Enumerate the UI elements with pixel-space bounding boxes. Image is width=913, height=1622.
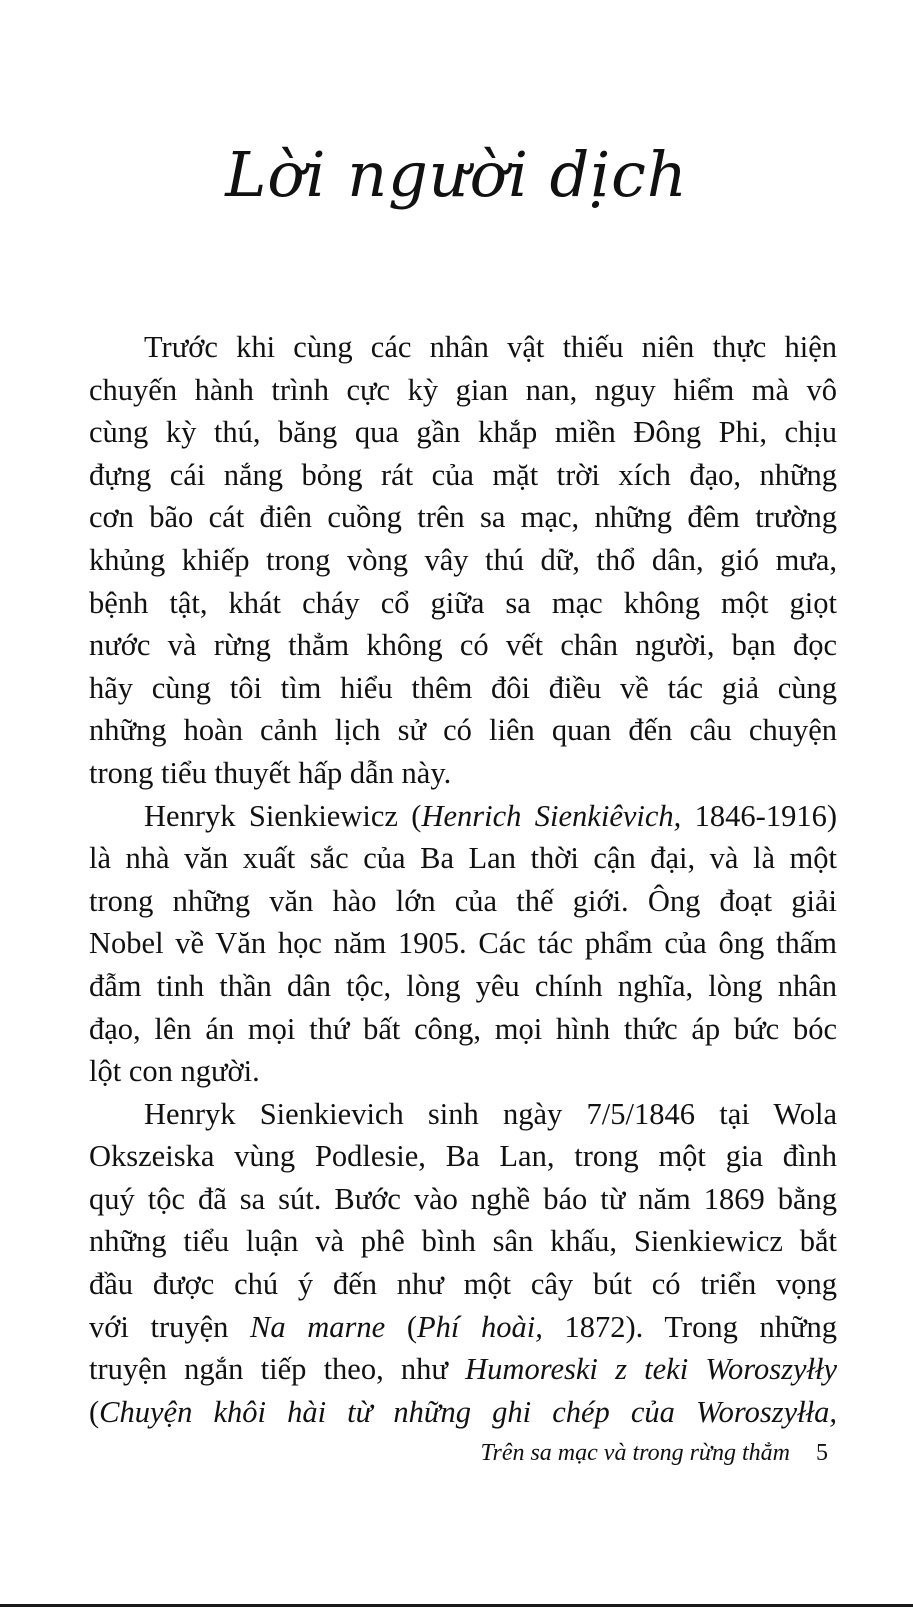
text-line: là nhà văn xuất sắc của Ba Lan thời cận đại, và là một	[89, 841, 837, 876]
text-line: khủng khiếp trong vòng vây thú dữ, thổ dân, gió mưa,	[89, 542, 837, 577]
chapter-title: Lời người dịch	[225, 138, 688, 211]
text-line: Trước khi cùng các nhân vật thiếu niên thực hiện	[144, 330, 837, 364]
text-line	[89, 1306, 837, 1349]
page-number: 5	[816, 1440, 828, 1466]
page-edge-rule	[0, 1604, 913, 1607]
text-line: cơn bão cát điên cuồng trên sa mạc, những đêm trường	[89, 500, 837, 535]
text-line: bệnh tật, khát cháy cổ giữa sa mạc không một giọt	[89, 585, 837, 620]
text-line: hãy cùng tôi tìm hiểu thêm đôi điều về tác giả cùng	[89, 670, 837, 705]
text-run: 1846-1916)	[681, 798, 837, 833]
text-line: những hoàn cảnh lịch sử có liên quan đến câu chuyện	[89, 713, 837, 748]
text-line: trong tiểu thuyết hấp dẫn này.	[89, 755, 452, 790]
text-line: chuyến hành trình cực kỳ gian nan, nguy hiểm mà vô	[89, 372, 837, 407]
text-line	[89, 795, 837, 838]
text-run: truyện ngắn tiếp theo, như	[89, 1352, 466, 1387]
work-title: Humoreski z teki Woroszyłły	[465, 1352, 837, 1387]
text-line: nước và rừng thẳm không có vết chân người, bạn đọc	[89, 628, 837, 663]
work-title-translation: Chuyện khôi hài từ những ghi chép của Woroszyłła,	[99, 1394, 837, 1429]
text-line: đẫm tinh thần dân tộc, lòng yêu chính nghĩa, lòng nhân	[89, 968, 837, 1003]
text-line: đựng cái nắng bỏng rát của mặt trời xích đạo, những	[89, 457, 837, 492]
text-line: trong những văn hào lớn của thế giới. Ông đoạt giải	[89, 883, 837, 918]
text-line: cùng kỳ thú, băng qua gần khắp miền Đông Phi, chịu	[89, 415, 837, 450]
author-russian-name: Henrich Sienkiêvich,	[421, 798, 682, 833]
text-line	[89, 1348, 837, 1391]
text-line	[89, 1391, 837, 1434]
text-line: đạo, lên án mọi thứ bất công, mọi hình thức áp bức bóc	[89, 1011, 837, 1046]
text-line: Okszeiska vùng Podlesie, Ba Lan, trong một gia đình	[89, 1139, 837, 1174]
text-run: 1872). Trong những	[542, 1309, 837, 1344]
text-line: Nobel về Văn học năm 1905. Các tác phẩm của ông thấm	[89, 926, 837, 961]
text-run: (	[89, 1394, 100, 1429]
work-title-translation: Phí hoài,	[417, 1309, 543, 1344]
text-line: đầu được chú ý đến như một cây bút có triển vọng	[89, 1267, 837, 1302]
text-run: với truyện	[89, 1309, 251, 1344]
text-line: lột con người.	[89, 1054, 260, 1089]
work-title: Na marne	[250, 1309, 386, 1344]
text-line: Henryk Sienkievich sinh ngày 7/5/1846 tại Wola	[144, 1096, 837, 1131]
text-run: Henryk Sienkiewicz (	[144, 798, 422, 833]
text-line: những tiểu luận và phê bình sân khấu, Sienkiewicz bắt	[89, 1224, 837, 1259]
page-footer	[0, 1440, 828, 1467]
text-line: quý tộc đã sa sút. Bước vào nghề báo từ năm 1869 bằng	[89, 1181, 837, 1216]
text-run: (	[385, 1309, 418, 1344]
running-book-title: Trên sa mạc và trong rừng thẳm	[480, 1440, 790, 1466]
body-text	[89, 326, 837, 1433]
